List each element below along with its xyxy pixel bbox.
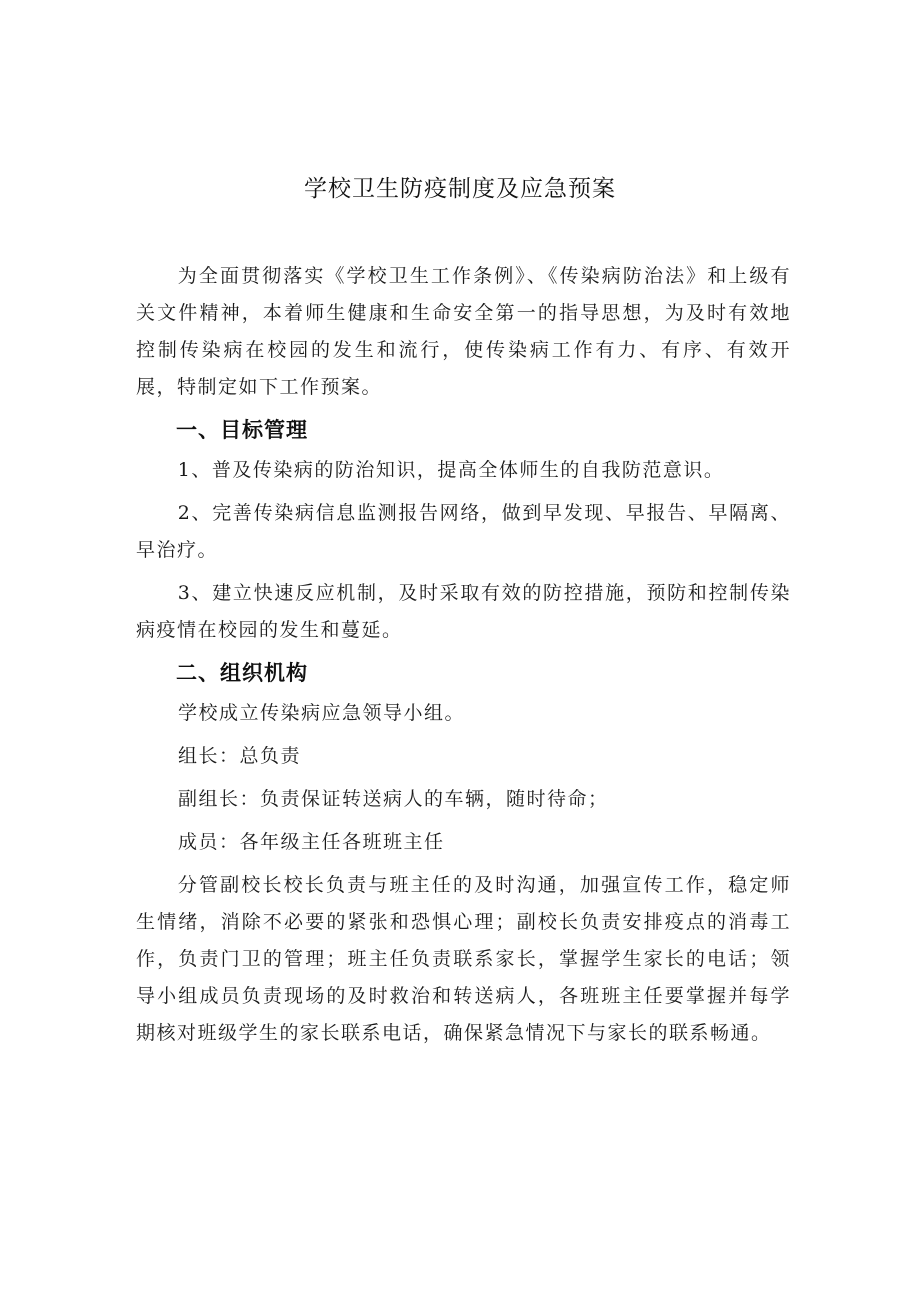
section-heading-goals: 一、目标管理 xyxy=(176,418,308,442)
intro-paragraph: 为全面贯彻落实《学校卫生工作条例》、《传染病防治法》和上级有关文件精神，本着师生健康和生命安全第一的指导思想，为及时有效地控制传染病在校园的发生和流行，使传染病工作有力、有序、有效开展，特制定如下工作预案。 xyxy=(136,265,791,398)
goal-item-3: 3、建立快速反应机制，及时采取有效的防控措施，预防和控制传染病疫情在校园的发生和蔓延。 xyxy=(136,582,791,641)
org-line-members: 成员：各年级主任各班班主任 xyxy=(178,831,445,853)
org-line-leader: 组长：总负责 xyxy=(178,745,302,767)
document-title: 学校卫生防疫制度及应急预案 xyxy=(304,176,616,202)
org-responsibilities-paragraph: 分管副校长校长负责与班主任的及时沟通，加强宣传工作，稳定师生情绪，消除不必要的紧张和恐惧心理；副校长负责安排疫点的消毒工作，负责门卫的管理；班主任负责联系家长，掌握学生家长的电话；领导小组成员负责现场的及时救治和转送病人，各班班主任要掌握并每学期核对班级学生的家长联系电话，确保紧急情况下与家长的联系畅通。 xyxy=(136,874,791,1044)
section-heading-organization: 二、组织机构 xyxy=(176,661,308,685)
goal-item-2: 2、完善传染病信息监测报告网络，做到早发现、早报告、早隔离、早治疗。 xyxy=(136,502,791,561)
goal-item-1: 1、普及传染病的防治知识，提高全体师生的自我防范意识。 xyxy=(177,459,725,481)
document-body xyxy=(136,258,791,1052)
org-line-deputy: 副组长：负责保证转送病人的车辆，随时待命； xyxy=(178,788,609,810)
org-line-group: 学校成立传染病应急领导小组。 xyxy=(178,702,466,724)
